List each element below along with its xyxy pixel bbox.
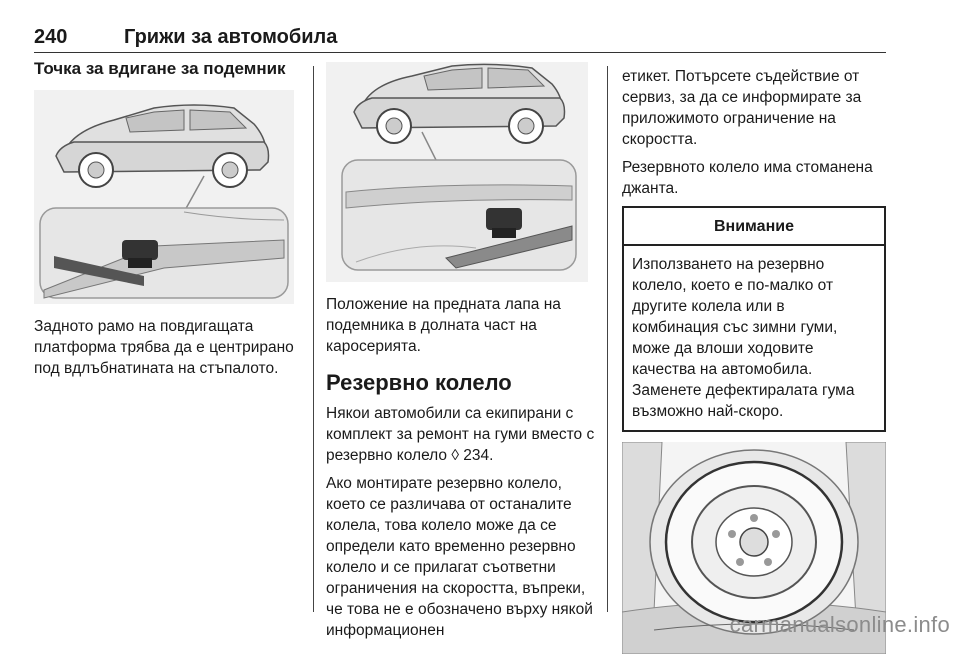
column-divider-1 <box>313 66 314 612</box>
column-3 <box>622 66 886 654</box>
caution-box <box>622 206 886 432</box>
spare-wheel-paragraph-2: Ако монтирате резервно колело, което се различава от останалите колела, това колело може да се определи като временно резервно колело и се прилагат съответни ограничения на скоростта, въпреки, че това не е обозначено върху някой информационен <box>326 475 593 639</box>
watermark: carmanualsonline.info <box>729 612 950 637</box>
caution-title: Внимание <box>624 208 884 246</box>
page-number: 240 <box>34 26 68 48</box>
continued-paragraph: етикет. Потърсете съдействие от сервиз, за да се информирате за приложимото ограничение на скоростта. <box>622 68 862 148</box>
front-lift-caption: Положение на предната лапа на подемника в долната част на каросерията. <box>326 296 561 355</box>
column-2 <box>326 62 596 648</box>
column-divider-2 <box>607 66 608 612</box>
spare-wheel-paragraph-1: Някои автомобили са екипирани с комплект за ремонт на гуми вместо с резервно колело ◊ 234. <box>326 405 595 464</box>
page-header <box>34 26 886 50</box>
header-rule <box>34 52 886 53</box>
running-title: Грижи за автомобила <box>124 26 338 48</box>
rear-lift-point-illustration <box>34 90 294 304</box>
heading-spare-wheel: Резервно колело <box>326 370 512 395</box>
front-lift-point-illustration <box>326 62 588 282</box>
rear-lift-caption: Задното рамо на повдигащата платформа трябва да е центрирано под вдлъбнатината на стъпалото. <box>34 318 294 377</box>
caution-text: Използването на резервно колело, което е по-малко от другите колела или в комбинация със зимни гуми, може да влоши ходовите качества на автомобила. Заменете дефектиралата гума възможно най-скоро. <box>632 256 855 420</box>
column-1 <box>34 58 302 379</box>
steel-rim-paragraph: Резервното колело има стоманена джанта. <box>622 159 873 197</box>
section-title-lift-point: Точка за вдигане за подемник <box>34 59 286 78</box>
